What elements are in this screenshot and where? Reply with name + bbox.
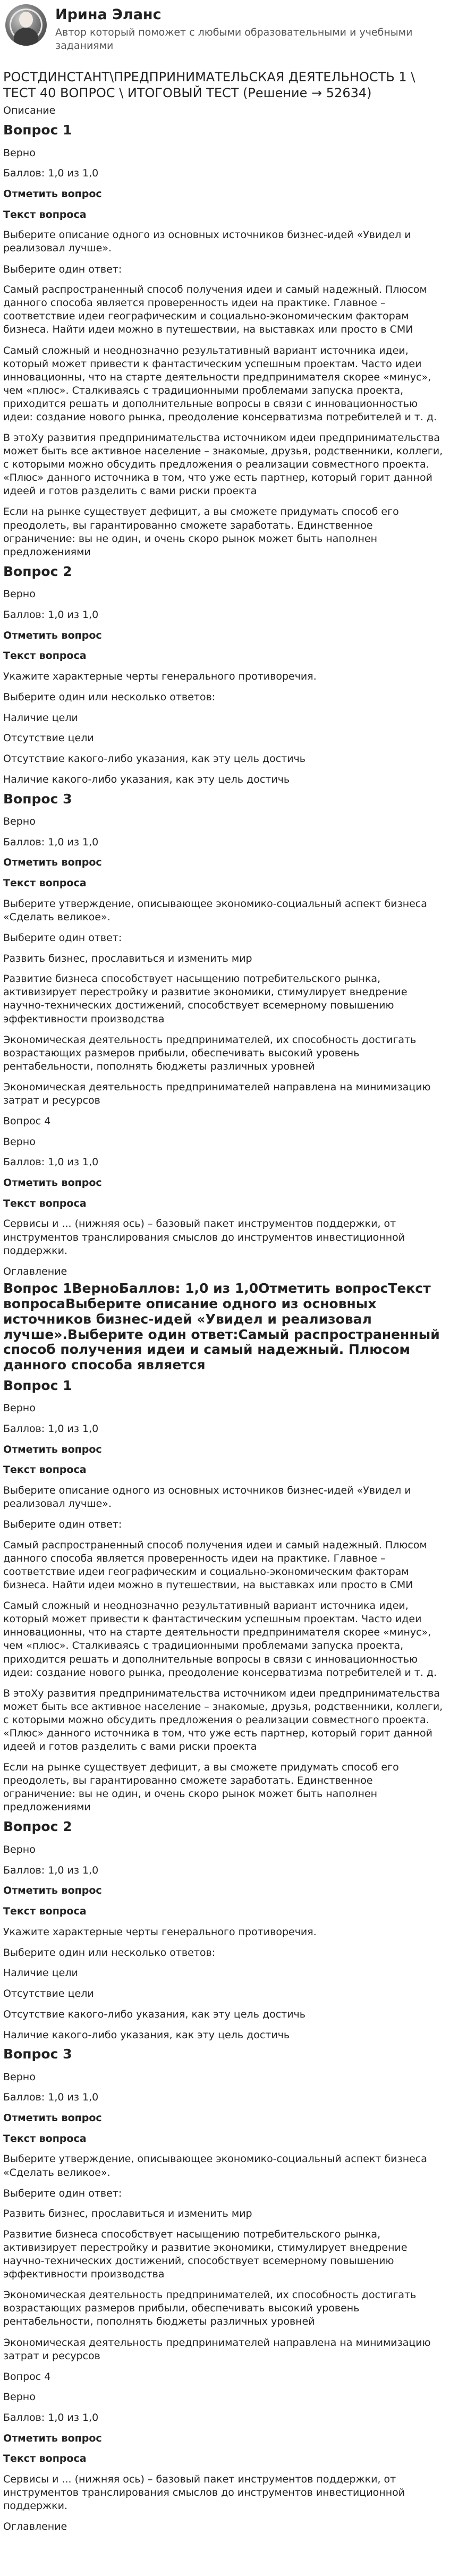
description-q3 bbox=[3, 791, 447, 1107]
question-score: Баллов: 1,0 из 1,0 bbox=[3, 608, 99, 621]
answer-option[interactable]: Экономическая деятельность предпринимателей направлена на минимизацию затрат и ресурсов bbox=[3, 2336, 431, 2362]
description-q1 bbox=[3, 122, 447, 559]
question-score: Баллов: 1,0 из 1,0 bbox=[3, 1864, 99, 1876]
question-text-label: Текст вопроса bbox=[3, 650, 87, 662]
toc-q3 bbox=[3, 2046, 447, 2362]
question-text: Укажите характерные черты генерального противоречия. bbox=[3, 670, 317, 682]
answer-option[interactable]: Развить бизнес, прославиться и изменить мир bbox=[3, 2208, 252, 2220]
question-status: Верно bbox=[3, 1402, 36, 1414]
answer-option[interactable]: Развитие бизнеса способствует насыщению потребительского рынка, активизирует перестройку и развитие экономики, стимулирует внедрение научно-технических достижений, способствует всемерному повышению эффективности производства bbox=[3, 2228, 407, 2281]
answer-prompt: Выберите один ответ: bbox=[3, 931, 122, 944]
question-text: Выберите описание одного из основных источников бизнес-идей «Увидел и реализовал лучше». bbox=[3, 1485, 411, 1510]
toc-label-repeat: Оглавление bbox=[3, 2521, 67, 2533]
answer-prompt: Выберите один или несколько ответов: bbox=[3, 1946, 216, 1959]
answer-option[interactable]: Если на рынке существует дефицит, а вы сможете придумать способ его преодолеть, вы гарантированно сможете заработать. Единственное ограничение: вы не один, и очень скоро рынок может быть наполнен предложениями bbox=[3, 1761, 399, 1814]
question-status: Верно bbox=[3, 2391, 36, 2403]
question-text: Сервисы и ... (нижняя ось) – базовый пакет инструментов поддержки, от инструментов транслирования смыслов до инструментов инвестиционной поддержки. bbox=[3, 1218, 405, 1257]
answer-prompt: Выберите один ответ: bbox=[3, 263, 122, 275]
answer-option[interactable]: Самый сложный и неоднозначно результативный вариант источника идеи, который может привести к фантастическим успешным проектам. Часто идеи инновационны, что на старте деятельности предпринимателя скорее «минус», чем «плюс». Сталкиваясь с традиционными проблемами запуска проекта, приходится решать и дополнительные вопросы в связи с инновационностью идеи: создание нового рынка, преодоление консерватизма потребителей и т. д. bbox=[3, 344, 437, 423]
answer-prompt: Выберите один или несколько ответов: bbox=[3, 691, 216, 704]
question-score: Баллов: 1,0 из 1,0 bbox=[3, 1423, 99, 1435]
question-text: Выберите утверждение, описывающее экономико-социальный аспект бизнеса «Сделать великое». bbox=[3, 897, 427, 923]
answer-prompt: Выберите один ответ: bbox=[3, 2187, 122, 2199]
question-status: Верно bbox=[3, 1843, 36, 1855]
question-title: Вопрос 3 bbox=[3, 2046, 72, 2062]
description-q4 bbox=[3, 1115, 447, 1258]
question-title: Вопрос 1 bbox=[3, 1377, 72, 1393]
flag-question-link[interactable]: Отметить вопрос bbox=[3, 1443, 102, 1455]
answer-option[interactable]: Самый распространенный способ получения идеи и самый надежный. Плюсом данного способа является проверенность идеи на практике. Главное – соответствие идеи географическим и социально-экономическим факторам бизнеса. Найти идеи можно в путешествии, на выставках или просто в СМИ bbox=[3, 1539, 427, 1591]
flag-question-link[interactable]: Отметить вопрос bbox=[3, 857, 102, 869]
answer-option[interactable]: Развитие бизнеса способствует насыщению потребительского рынка, активизирует перестройку и развитие экономики, стимулирует внедрение научно-технических достижений, способствует всемерному повышению эффективности производства bbox=[3, 973, 407, 1025]
question-text-label: Текст вопроса bbox=[3, 2132, 87, 2145]
question-score: Баллов: 1,0 из 1,0 bbox=[3, 2412, 99, 2424]
answer-option[interactable]: Развить бизнес, прославиться и изменить мир bbox=[3, 952, 252, 964]
question-text-label: Текст вопроса bbox=[3, 1905, 87, 1917]
question-text-label: Текст вопроса bbox=[3, 2453, 87, 2465]
question-status: Верно bbox=[3, 2071, 36, 2083]
answer-option[interactable]: Экономическая деятельность предпринимателей, их способность достигать возрастающих размеров прибыли, обеспечивать высокий уровень рентабельности, пополнять бюджеты различных уровней bbox=[3, 2289, 417, 2328]
author-info bbox=[55, 4, 445, 52]
answer-option[interactable]: Отсутствие цели bbox=[3, 1988, 94, 2000]
question-text-label: Текст вопроса bbox=[3, 877, 87, 889]
toc-q2 bbox=[3, 1818, 447, 2041]
answer-option[interactable]: Отсутствие какого-либо указания, как эту цель достичь bbox=[3, 2008, 305, 2020]
flag-question-link[interactable]: Отметить вопрос bbox=[3, 1177, 102, 1189]
answer-prompt: Выберите один ответ: bbox=[3, 1519, 122, 1531]
question-status: Верно bbox=[3, 1136, 36, 1148]
question-score: Баллов: 1,0 из 1,0 bbox=[3, 2091, 99, 2104]
answer-option[interactable]: Экономическая деятельность предпринимателей направлена на минимизацию затрат и ресурсов bbox=[3, 1081, 431, 1106]
question-status: Верно bbox=[3, 588, 36, 600]
answer-option[interactable]: Отсутствие какого-либо указания, как эту цель достичь bbox=[3, 753, 305, 765]
question-score: Баллов: 1,0 из 1,0 bbox=[3, 167, 99, 180]
answer-option[interactable]: Самый распространенный способ получения идеи и самый надежный. Плюсом данного способа является проверенность идеи на практике. Главное – соответствие идеи географическим и социально-экономическим факторам бизнеса. Найти идеи можно в путешествии, на выставках или просто в СМИ bbox=[3, 284, 427, 336]
answer-option[interactable]: Наличие цели bbox=[3, 1967, 78, 1979]
question-status: Верно bbox=[3, 147, 36, 159]
question-text-label: Текст вопроса bbox=[3, 1464, 87, 1476]
answer-option[interactable]: Отсутствие цели bbox=[3, 732, 94, 744]
author-header bbox=[0, 0, 450, 52]
question-title: Вопрос 3 bbox=[3, 791, 72, 807]
flag-question-link[interactable]: Отметить вопрос bbox=[3, 2112, 102, 2124]
question-score: Баллов: 1,0 из 1,0 bbox=[3, 836, 99, 848]
answer-option[interactable]: В этоХу развития предпринимательства источником идеи предпринимательства может быть все активное население – знакомые, друзья, родственники, коллеги, с которыми можно обсудить предложения о реализации совместного проекта. «Плюс» данного источника в том, что уже есть партнер, который горит данной идеей и готов разделить с вами риски проекта bbox=[3, 1687, 443, 1753]
flag-question-link[interactable]: Отметить вопрос bbox=[3, 629, 102, 641]
question-score: Баллов: 1,0 из 1,0 bbox=[3, 1156, 99, 1168]
question-text: Выберите утверждение, описывающее экономико-социальный аспект бизнеса «Сделать великое». bbox=[3, 2153, 427, 2179]
question-title: Вопрос 4 bbox=[3, 2370, 51, 2383]
flag-question-link[interactable]: Отметить вопрос bbox=[3, 1885, 102, 1897]
toc-q1 bbox=[3, 1377, 447, 1815]
description-q2 bbox=[3, 563, 447, 786]
description-label: Описание bbox=[3, 105, 56, 117]
toc-q4 bbox=[3, 2370, 447, 2513]
document-body bbox=[0, 69, 450, 2533]
answer-option[interactable]: Если на рынке существует дефицит, а вы сможете придумать способ его преодолеть, вы гарантированно сможете заработать. Единственное ограничение: вы не один, и очень скоро рынок может быть наполнен предложениями bbox=[3, 506, 399, 558]
question-text: Сервисы и ... (нижняя ось) – базовый пакет инструментов поддержки, от инструментов транслирования смыслов до инструментов инвестиционной поддержки. bbox=[3, 2473, 405, 2512]
answer-option[interactable]: Самый сложный и неоднозначно результативный вариант источника идеи, который может привести к фантастическим успешным проектам. Часто идеи инновационны, что на старте деятельности предпринимателя скорее «минус», чем «плюс». Сталкиваясь с традиционными проблемами запуска проекта, приходится решать и дополнительные вопросы в связи с инновационностью идеи: создание нового рынка, преодоление консерватизма потребителей и т. д. bbox=[3, 1600, 437, 1679]
answer-option[interactable]: В этоХу развития предпринимательства источником идеи предпринимательства может быть все активное население – знакомые, друзья, родственники, коллеги, с которыми можно обсудить предложения о реализации совместного проекта. «Плюс» данного источника в том, что уже есть партнер, который горит данной идеей и готов разделить с вами риски проекта bbox=[3, 432, 443, 497]
flag-question-link[interactable]: Отметить вопрос bbox=[3, 188, 102, 200]
question-text-label: Текст вопроса bbox=[3, 208, 87, 221]
answer-option[interactable]: Наличие цели bbox=[3, 711, 78, 724]
flag-question-link[interactable]: Отметить вопрос bbox=[3, 2432, 102, 2444]
author-name[interactable]: Ирина Эланс bbox=[55, 6, 162, 23]
toc-label: Оглавление bbox=[3, 1265, 67, 1277]
answer-option[interactable]: Наличие какого-либо указания, как эту цель достичь bbox=[3, 773, 290, 785]
author-avatar[interactable] bbox=[5, 4, 47, 46]
toc-summary: Вопрос 1ВерноБаллов: 1,0 из 1,0Отметить вопросТекст вопросаВыберите описание одного из основных источников бизнес-идей «Увидел и реализовал лучше».Выберите один ответ:Самый распространенный способ получения идеи и самый надежный. Плюсом данного способа является bbox=[3, 1281, 440, 1373]
answer-option[interactable]: Наличие какого-либо указания, как эту цель достичь bbox=[3, 2029, 290, 2041]
question-text-label: Текст вопроса bbox=[3, 1197, 87, 1209]
author-description: Автор который поможет с любыми образовательными и учебными заданиями bbox=[55, 27, 413, 52]
question-title: Вопрос 2 bbox=[3, 1819, 72, 1835]
answer-option[interactable]: Экономическая деятельность предпринимателей, их способность достигать возрастающих размеров прибыли, обеспечивать высокий уровень рентабельности, пополнять бюджеты различных уровней bbox=[3, 1033, 417, 1072]
question-title: Вопрос 2 bbox=[3, 563, 72, 579]
question-title: Вопрос 1 bbox=[3, 122, 72, 138]
document-title: РОСТДИНСТАНТ\ПРЕДПРИНИМАТЕЛЬСКАЯ ДЕЯТЕЛЬНОСТЬ 1 \ ТЕСТ 40 ВОПРОС \ ИТОГОВЫЙ ТЕСТ (Решение → 52634) bbox=[3, 70, 415, 101]
question-status: Верно bbox=[3, 816, 36, 827]
question-text: Выберите описание одного из основных источников бизнес-идей «Увидел и реализовал лучше». bbox=[3, 229, 411, 255]
question-text: Укажите характерные черты генерального противоречия. bbox=[3, 1926, 317, 1938]
question-title: Вопрос 4 bbox=[3, 1115, 51, 1127]
